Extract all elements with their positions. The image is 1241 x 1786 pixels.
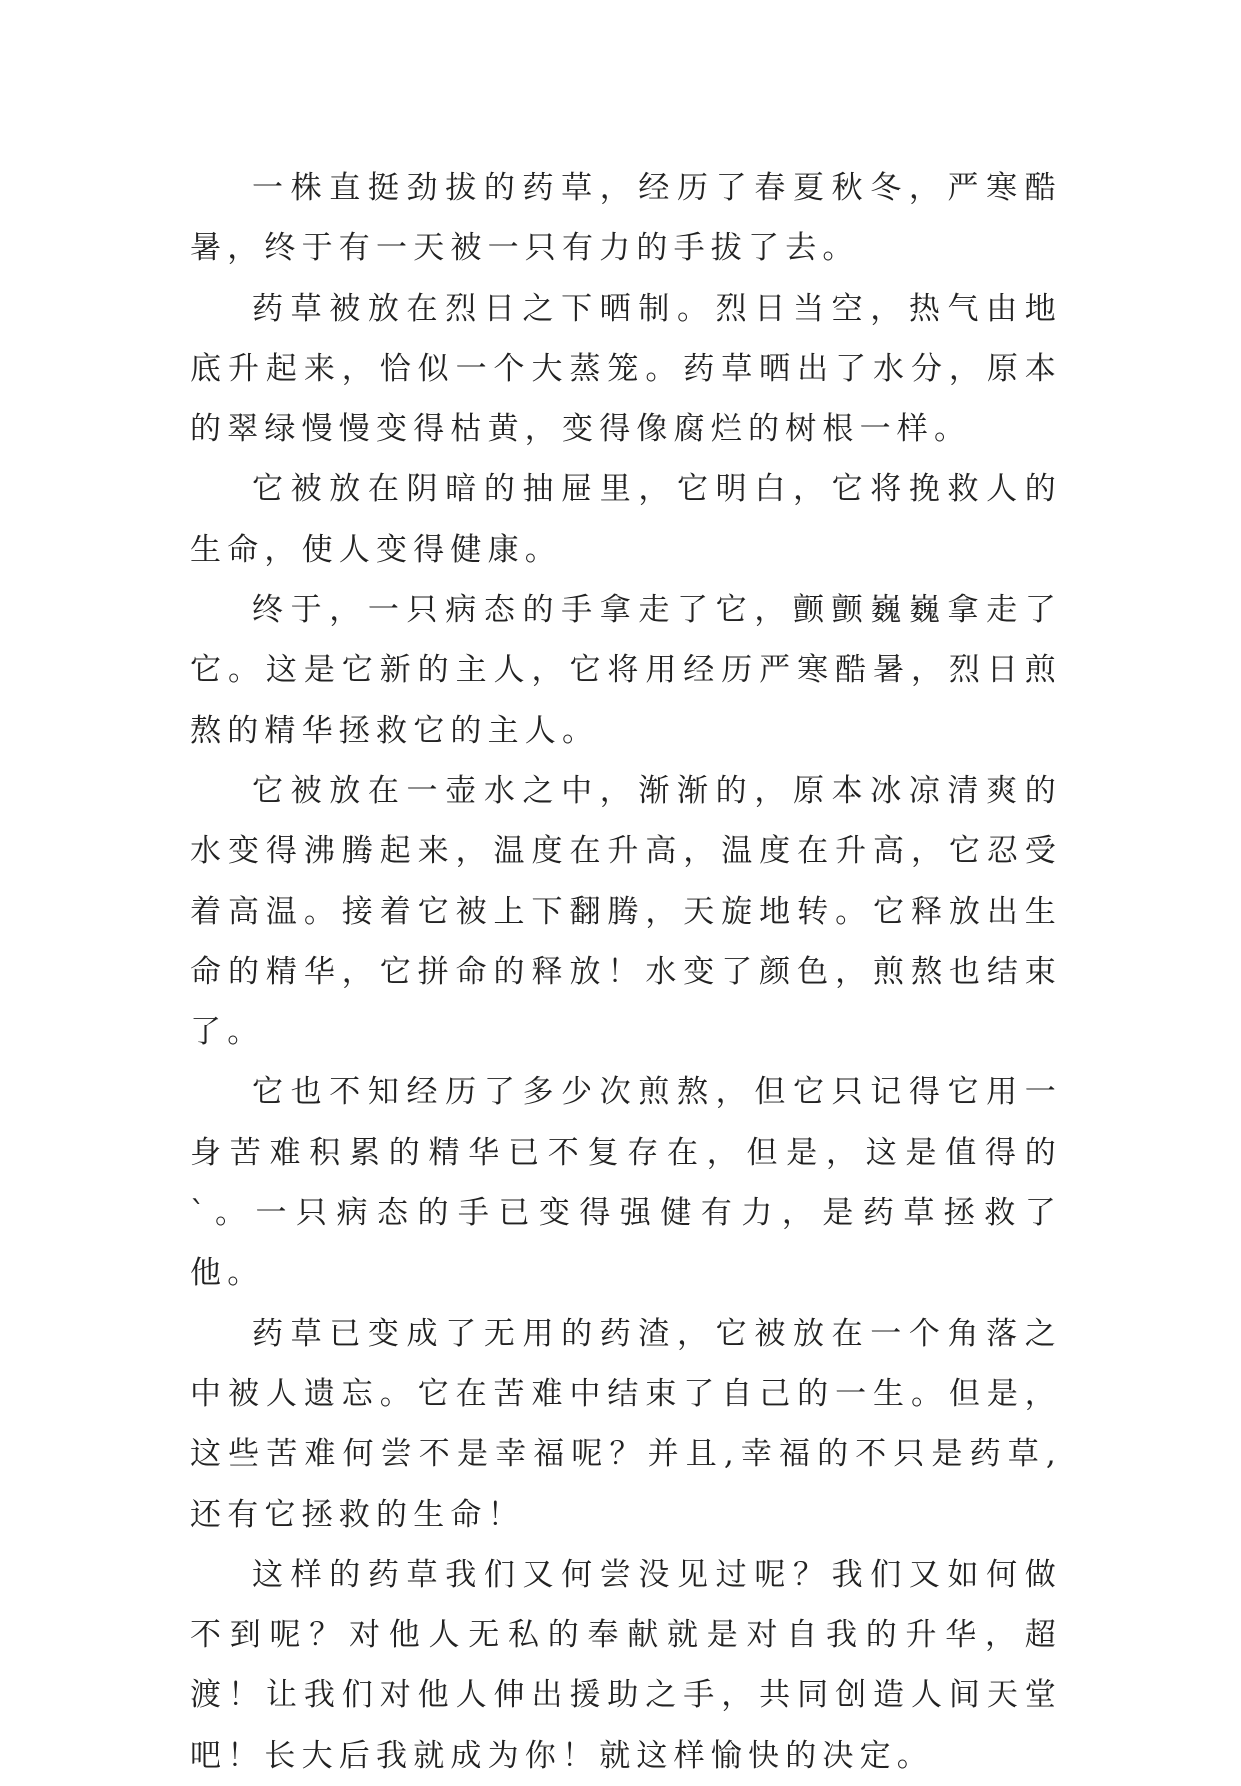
paragraph-5: 它被放在一壶水之中，渐渐的，原本冰凉清爽的水变得沸腾起来，温度在升高，温度在升高，它忍受着高温。接着它被上下翻腾，天旋地转。它释放出生命的精华，它拼命的释放！水变了颜色，煎熬也结束了。 <box>190 772 1062 1051</box>
paragraph-4: 终于，一只病态的手拿走了它，颤颤巍巍拿走了它。这是它新的主人，它将用经历严寒酷暑，烈日煎熬的精华拯救它的主人。 <box>190 592 1062 749</box>
paragraph-8: 这样的药草我们又何尝没见过呢？我们又如何做不到呢？对他人无私的奉献就是对自我的升华，超渡！让我们对他人伸出援助之手，共同创造人间天堂吧！长大后我就成为你！就这样愉快的决定。 <box>190 1556 1062 1774</box>
paragraph-3: 它被放在阴暗的抽屉里，它明白，它将挽救人的生命，使人变得健康。 <box>190 471 1062 568</box>
document-body <box>190 158 1062 1786</box>
paragraph-7: 药草已变成了无用的药渣，它被放在一个角落之中被人遗忘。它在苦难中结束了自己的一生。但是，这些苦难何尝不是幸福呢？并且,幸福的不只是药草,还有它拯救的生命！ <box>190 1315 1062 1533</box>
paragraph-6: 它也不知经历了多少次煎熬，但它只记得它用一身苦难积累的精华已不复存在，但是，这是值得的`。一只病态的手已变得强健有力，是药草拯救了他。 <box>190 1074 1062 1292</box>
paragraph-1: 一株直挺劲拔的药草，经历了春夏秋冬，严寒酷暑，终于有一天被一只有力的手拔了去。 <box>190 170 1062 267</box>
paragraph-2: 药草被放在烈日之下晒制。烈日当空，热气由地底升起来，恰似一个大蒸笼。药草晒出了水分，原本的翠绿慢慢变得枯黄，变得像腐烂的树根一样。 <box>190 290 1062 448</box>
